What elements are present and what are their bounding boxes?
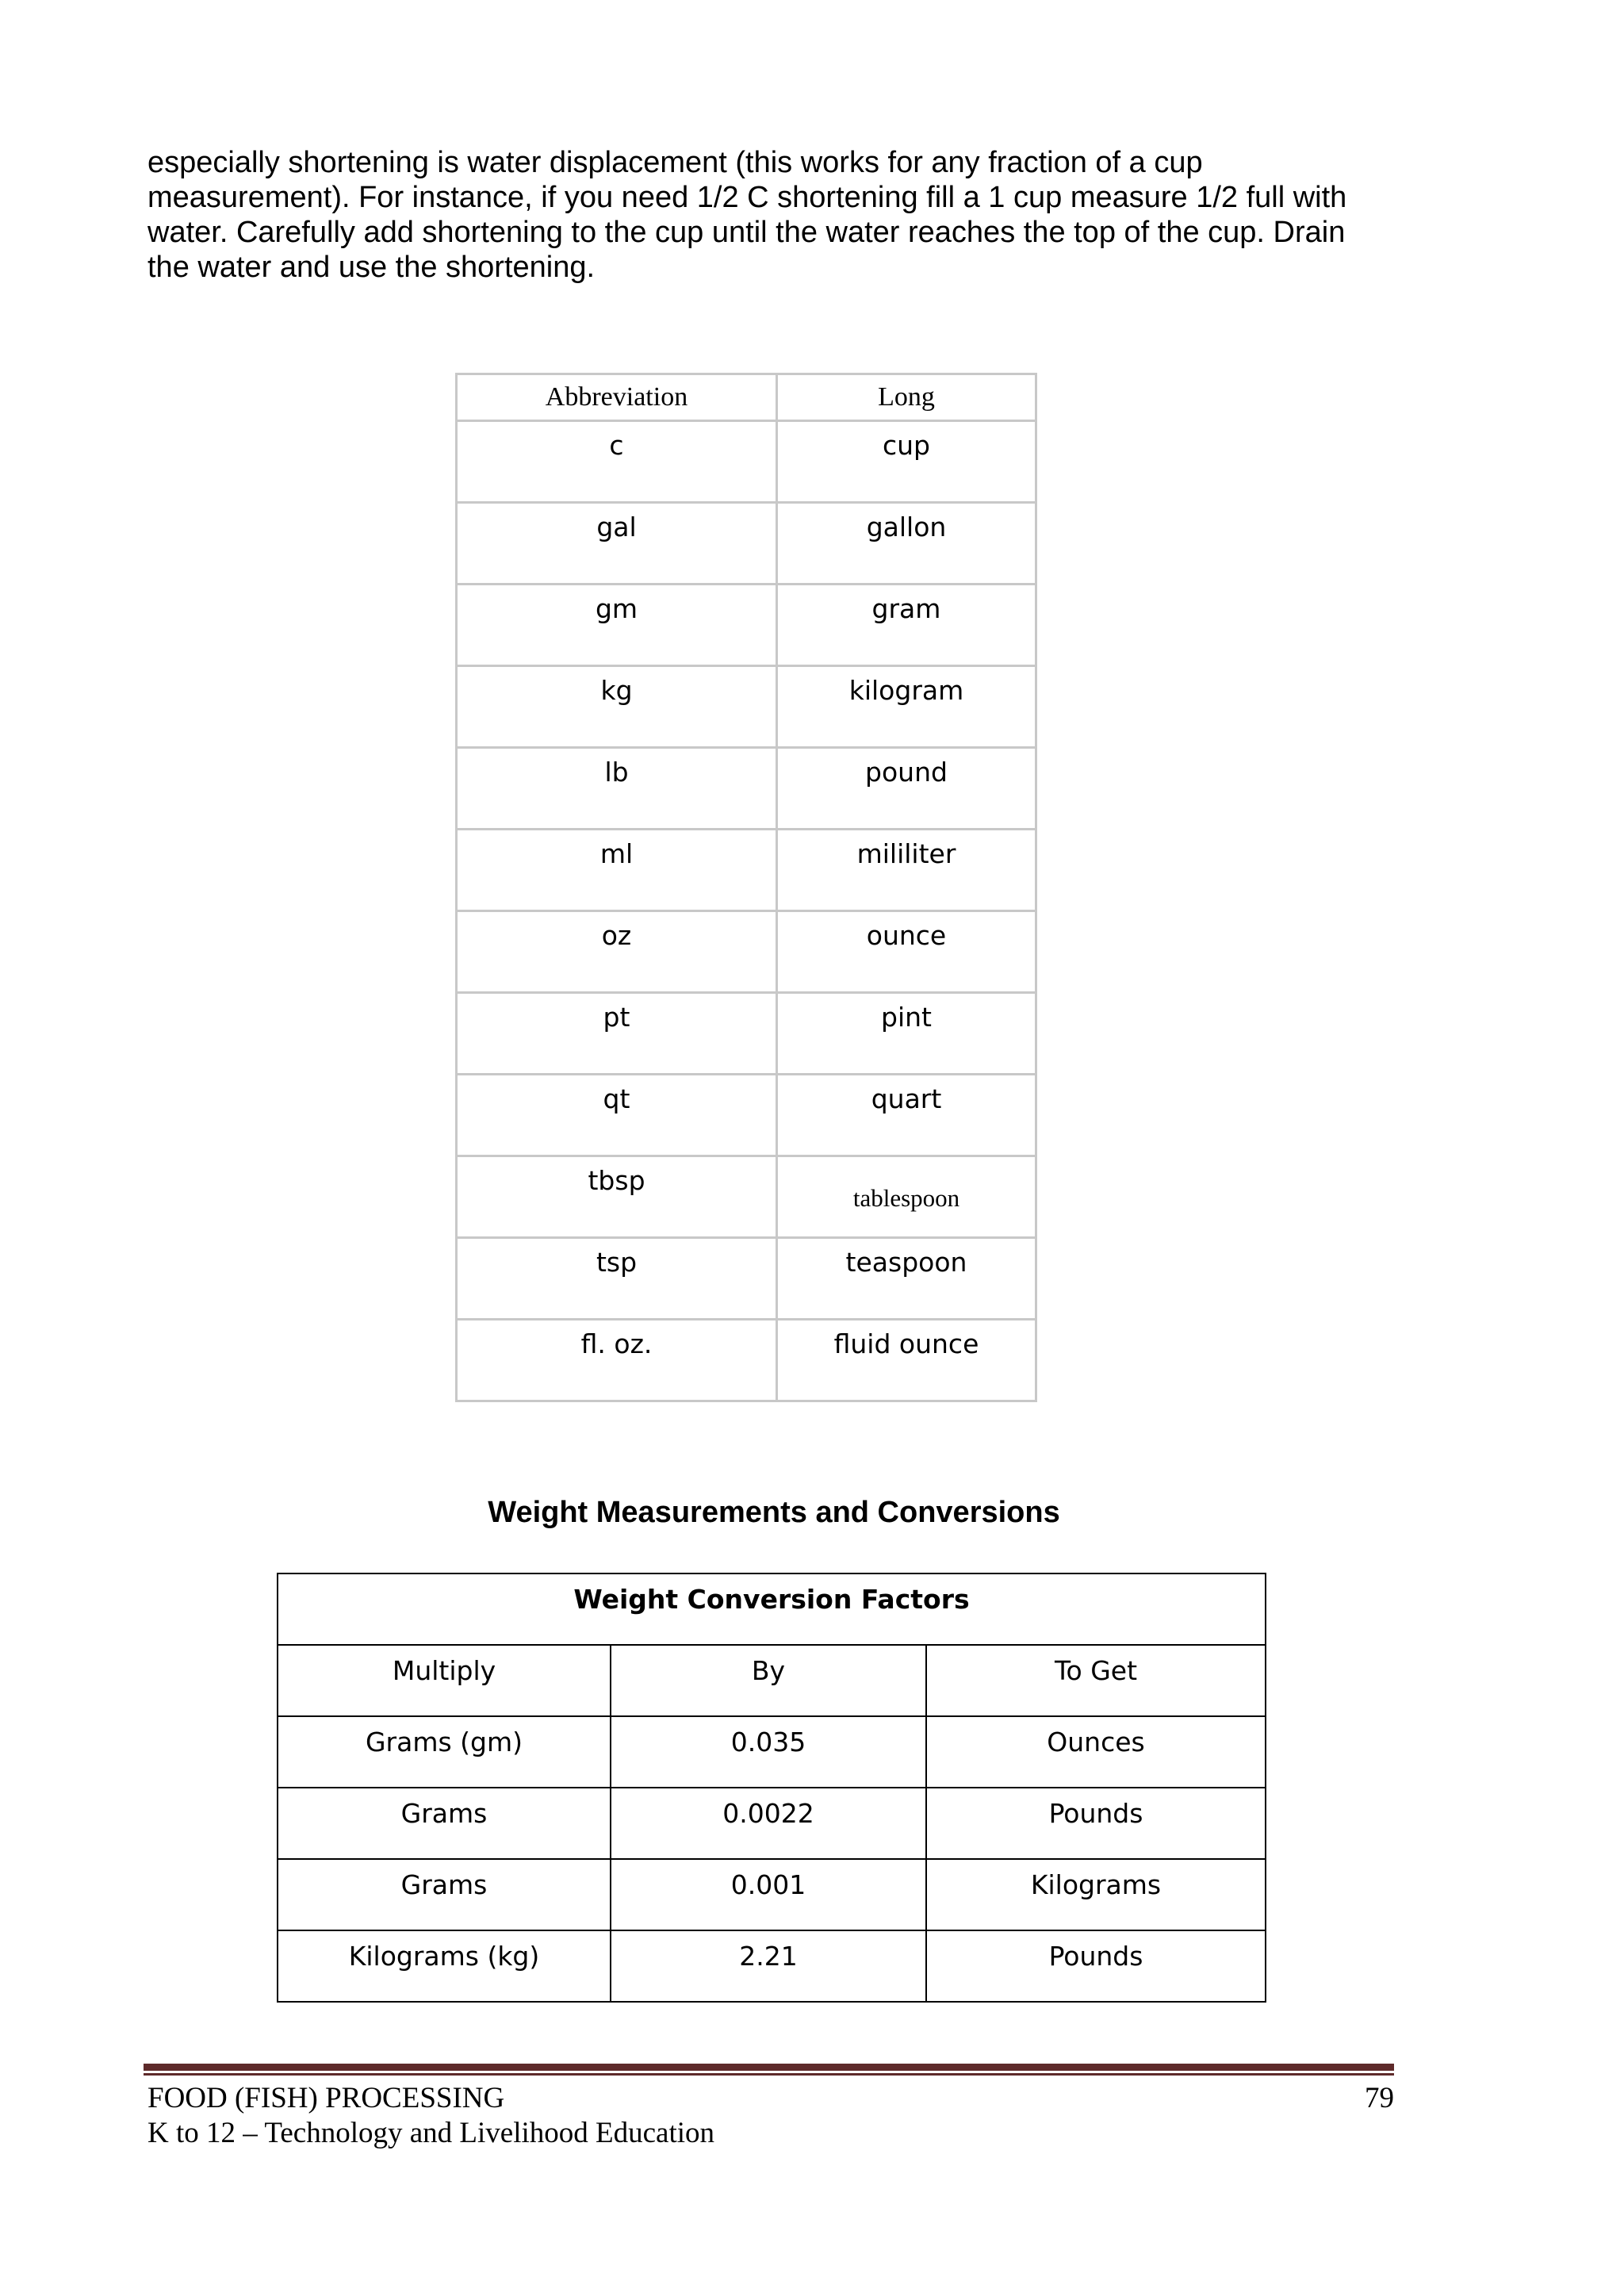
header-long: Long [777, 374, 1036, 421]
abbreviation-header-row [457, 374, 1036, 421]
table-row [457, 1320, 1036, 1401]
abbreviation-cell: ml [457, 830, 777, 911]
result-unit-cell: Kilograms [926, 1859, 1266, 1930]
long-form-cell: quart [777, 1075, 1036, 1156]
header-by: By [611, 1645, 926, 1716]
long-form-cell: pint [777, 993, 1036, 1075]
intro-paragraph [147, 145, 1385, 285]
abbreviation-cell: kg [457, 666, 777, 748]
result-unit-cell: Pounds [926, 1930, 1266, 2002]
header-multiply: Multiply [278, 1645, 611, 1716]
header-to-get: To Get [926, 1645, 1266, 1716]
header-abbreviation: Abbreviation [457, 374, 777, 421]
table-title-row [278, 1573, 1266, 1645]
table-row [457, 748, 1036, 830]
long-form-cell: gallon [777, 503, 1036, 585]
table-row [457, 993, 1036, 1075]
table-row [457, 1238, 1036, 1320]
factor-cell: 0.035 [611, 1716, 926, 1788]
multiply-cell: Kilograms (kg) [278, 1930, 611, 2002]
abbreviation-cell: qt [457, 1075, 777, 1156]
intro-line: the water and use the shortening. [147, 251, 596, 284]
multiply-cell: Grams (gm) [278, 1716, 611, 1788]
result-unit-cell: Pounds [926, 1788, 1266, 1859]
factor-cell: 0.001 [611, 1859, 926, 1930]
table-row [457, 421, 1036, 503]
table-row [457, 1156, 1036, 1238]
intro-line: especially shortening is water displacement (this works for any fraction of a cup [147, 146, 1203, 179]
long-form-cell: cup [777, 421, 1036, 503]
long-form-cell: kilogram [777, 666, 1036, 748]
factor-cell: 0.0022 [611, 1788, 926, 1859]
abbreviation-cell: lb [457, 748, 777, 830]
long-form-cell: teaspoon [777, 1238, 1036, 1320]
table-row [278, 1859, 1266, 1930]
table-row [457, 1075, 1036, 1156]
multiply-cell: Grams [278, 1788, 611, 1859]
result-unit-cell: Ounces [926, 1716, 1266, 1788]
abbreviation-cell: c [457, 421, 777, 503]
page-number: 79 [1365, 2082, 1394, 2114]
footer-title: FOOD (FISH) PROCESSING [147, 2082, 505, 2114]
footer-rule-thin [144, 2073, 1394, 2076]
table-title: Weight Conversion Factors [278, 1573, 1266, 1645]
abbreviation-cell: gm [457, 585, 777, 666]
long-form-cell: ounce [777, 911, 1036, 993]
factor-cell: 2.21 [611, 1930, 926, 2002]
table-row [457, 585, 1036, 666]
abbreviation-cell: tbsp [457, 1156, 777, 1238]
abbreviation-table [455, 373, 1037, 1402]
abbreviation-cell: fl. oz. [457, 1320, 777, 1401]
section-heading: Weight Measurements and Conversions [488, 1496, 1060, 1529]
multiply-cell: Grams [278, 1859, 611, 1930]
column-header-row [278, 1645, 1266, 1716]
footer-rule [144, 2064, 1394, 2071]
table-row [278, 1788, 1266, 1859]
intro-line: measurement). For instance, if you need 1/2 C shortening fill a 1 cup measure 1/2 full with [147, 181, 1347, 214]
intro-line: water. Carefully add shortening to the cup until the water reaches the top of the cup. Drain [147, 216, 1346, 249]
table-row [457, 830, 1036, 911]
table-row [457, 911, 1036, 993]
long-form-cell: pound [777, 748, 1036, 830]
table-row [278, 1716, 1266, 1788]
abbreviation-cell: gal [457, 503, 777, 585]
weight-conversion-table [277, 1573, 1266, 2003]
abbreviation-cell: tsp [457, 1238, 777, 1320]
long-form-cell: gram [777, 585, 1036, 666]
abbreviation-cell: pt [457, 993, 777, 1075]
abbreviation-cell: oz [457, 911, 777, 993]
footer-subtitle: K to 12 – Technology and Livelihood Education [147, 2117, 715, 2149]
long-form-cell: tablespoon [777, 1156, 1036, 1238]
long-form-cell: fluid ounce [777, 1320, 1036, 1401]
table-row [457, 503, 1036, 585]
table-row [278, 1930, 1266, 2002]
long-form-cell: mililiter [777, 830, 1036, 911]
table-row [457, 666, 1036, 748]
